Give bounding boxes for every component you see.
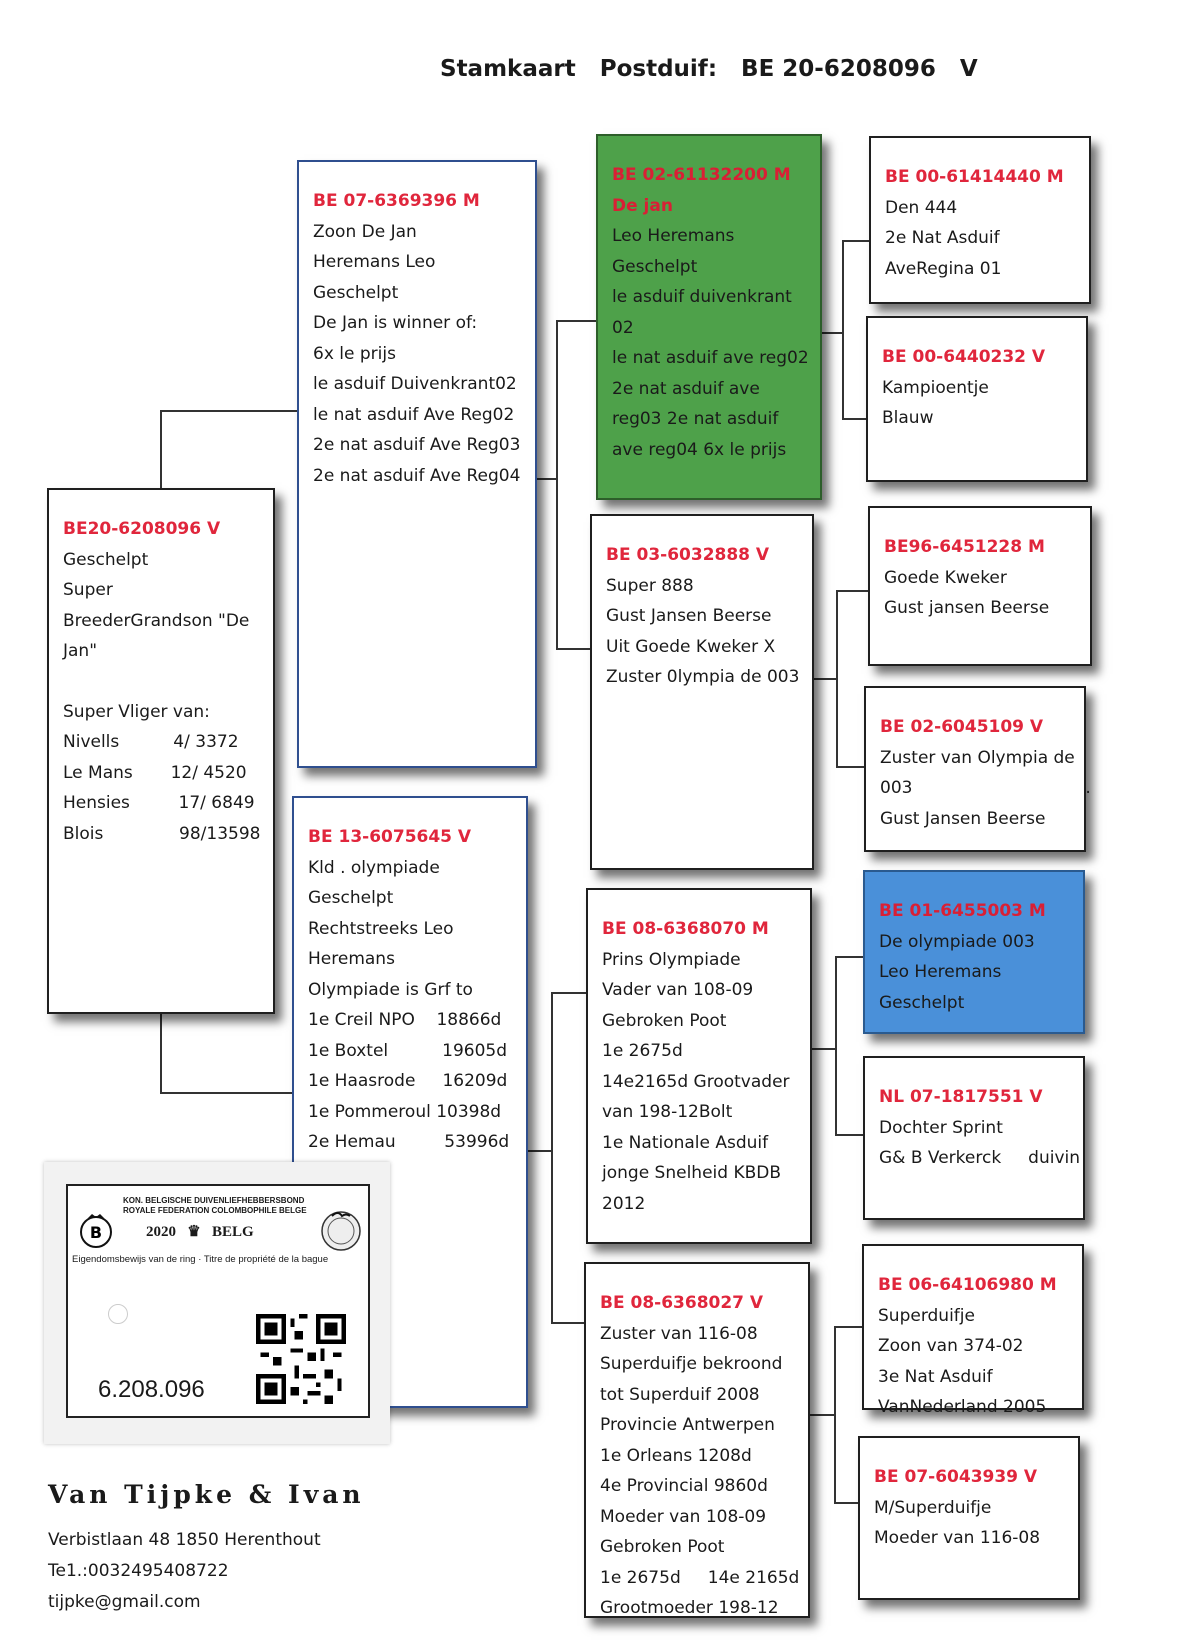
- pedigree-line: Kampioentje: [882, 377, 989, 398]
- pedigree-box-mfm: [863, 1056, 1085, 1220]
- pedigree-line: Superduifje bekroond: [600, 1354, 783, 1374]
- page-title: Stamkaart Postduif: BE 20-6208096 V: [440, 56, 978, 82]
- pedigree-line: Uit Goede Kweker X: [606, 636, 776, 657]
- pedigree-line: De Jan is winner of:: [313, 313, 478, 333]
- pigeon-seal-icon: [318, 1206, 364, 1252]
- connector-line: [842, 418, 869, 420]
- pedigree-line: Jan": [63, 641, 98, 661]
- pedigree-line: 1e 2675d: [602, 1041, 683, 1061]
- owner-email: tijpke@gmail.com: [48, 1592, 201, 1612]
- pedigree-line: Zoon De Jan: [313, 221, 417, 242]
- pedigree-line: Provincie Antwerpen: [600, 1415, 775, 1435]
- pedigree-box-fmf: [868, 506, 1092, 666]
- ring-number: BE96-6451228 M: [884, 537, 1045, 557]
- pedigree-line: 2e nat asduif Ave Reg04: [313, 465, 521, 486]
- connector-line: [835, 1134, 863, 1136]
- connector-line: [834, 1326, 862, 1328]
- pedigree-line: van 198-12Bolt: [602, 1102, 733, 1122]
- pedigree-line: Super Vliger van:: [63, 701, 210, 722]
- pedigree-line: 003 .: [880, 778, 1091, 798]
- pedigree-line: jonge Snelheid KBDB: [602, 1163, 782, 1183]
- pedigree-line: 1e Orleans 1208d: [600, 1445, 752, 1466]
- ring-number: BE 07-6043939 V: [874, 1467, 1038, 1487]
- connector-line: [835, 956, 863, 958]
- pedigree-line: Den 444: [885, 197, 958, 218]
- pedigree-line: 4e Provincial 9860d: [600, 1476, 768, 1496]
- pedigree-line: Blois 98/13598: [63, 823, 261, 844]
- ring-number: BE 02-61132200 M: [612, 165, 791, 185]
- federation-logo-icon: [78, 1212, 114, 1248]
- pedigree-line: G& B Verkerck duivin: [879, 1148, 1081, 1168]
- pedigree-line: Le Mans 12/ 4520: [63, 762, 247, 783]
- pedigree-line: Gust Jansen Beerse: [880, 808, 1046, 829]
- pedigree-line: Zuster 0lympia de 003: [606, 667, 800, 687]
- pedigree-line: Geschelpt: [612, 256, 698, 277]
- ring-number: BE 13-6075645 V: [308, 827, 472, 847]
- pedigree-line: Heremans Leo: [313, 252, 436, 272]
- pedigree-line: AveRegina 01: [885, 258, 1002, 279]
- pedigree-box-subject: [47, 488, 275, 1014]
- ring-country: BELG: [211, 1224, 254, 1240]
- pedigree-line: VanNederland 2005: [878, 1397, 1047, 1417]
- pedigree-line: Hensies 17/ 6849: [63, 793, 255, 813]
- connector-line: [556, 320, 596, 322]
- pedigree-line: Grootmoeder 198-12: [600, 1598, 779, 1618]
- ring-number: BE20-6208096 V: [63, 519, 221, 539]
- pedigree-line: Gebroken Poot: [602, 1010, 727, 1031]
- pedigree-line: Vader van 108-09: [602, 980, 754, 1000]
- ring-ownership-card: [44, 1162, 390, 1444]
- ring-card-frame: [66, 1184, 370, 1418]
- ring-number: BE 06-64106980 M: [878, 1275, 1057, 1295]
- pedigree-box-father: [297, 160, 537, 768]
- connector-line: [556, 320, 558, 648]
- connector-line: [160, 410, 162, 488]
- pedigree-line: Dochter Sprint: [879, 1117, 1003, 1138]
- pedigree-line: Leo Heremans: [879, 962, 1002, 982]
- ring-number: BE 08-6368027 V: [600, 1293, 764, 1313]
- ring-number: BE 00-61414440 M: [885, 167, 1064, 187]
- pedigree-line: le asduif Duivenkrant02: [313, 374, 517, 394]
- pedigree-line: Geschelpt: [308, 888, 394, 908]
- pedigree-line: Moeder van 108-09: [600, 1506, 767, 1527]
- pedigree-line: 14e2165d Grootvader: [602, 1071, 790, 1092]
- pedigree-line: Moeder van 116-08: [874, 1528, 1041, 1548]
- ring-number: BE 00-6440232 V: [882, 347, 1046, 367]
- pedigree-line: Kld . olympiade: [308, 857, 440, 878]
- connector-line: [551, 992, 553, 1322]
- pedigree-line: Geschelpt: [879, 992, 965, 1013]
- pedigree-line: Super: [63, 580, 113, 600]
- pedigree-line: Blauw: [882, 408, 934, 428]
- pedigree-box-grandsire-paternal: [596, 134, 822, 500]
- pedigree-box-granddam-maternal: [584, 1262, 810, 1618]
- pedigree-line: 02: [612, 317, 634, 338]
- pedigree-line: 1e Pommeroul 10398d: [308, 1101, 502, 1122]
- pedigree-line: De olympiade 003: [879, 931, 1035, 952]
- pedigree-line: Heremans: [308, 949, 395, 969]
- pedigree-line: reg03 2e nat asduif: [612, 409, 779, 429]
- federation-name-fr: ROYALE FEDERATION COLOMBOPHILE BELGE: [123, 1206, 307, 1215]
- pedigree-box-granddam-paternal: [590, 514, 814, 870]
- pedigree-line: 2e nat asduif ave: [612, 378, 760, 399]
- connector-line: [842, 240, 869, 242]
- pedigree-box-mmf: [862, 1244, 1084, 1417]
- ring-year-country: 2020 ♛ BELG: [146, 1224, 254, 1240]
- pedigree-line: Gebroken Poot: [600, 1537, 725, 1557]
- punch-hole: [108, 1304, 128, 1324]
- connector-line: [836, 590, 838, 766]
- pedigree-line: Superduifje: [878, 1305, 975, 1326]
- pedigree-box-fff: [869, 136, 1091, 304]
- qr-code-icon: [256, 1314, 346, 1404]
- ring-number: BE 03-6032888 V: [606, 545, 770, 565]
- pedigree-box-mff: [863, 870, 1085, 1034]
- ring-card-number: 6.208.096: [98, 1376, 205, 1403]
- ring-number: BE 08-6368070 M: [602, 919, 769, 939]
- svg-text:B: B: [89, 1223, 103, 1242]
- pedigree-line: Zuster van 116-08: [600, 1323, 758, 1344]
- pedigree-line: 2e Hemau 53996d: [308, 1132, 510, 1152]
- owner-name: Van Tijpke & Ivan: [48, 1480, 365, 1509]
- ownership-text: Eigendomsbewijs van de ring · Titre de propriété de la bague: [72, 1254, 329, 1265]
- ring-number: BE 01-6455003 M: [879, 901, 1046, 921]
- connector-line: [551, 992, 587, 994]
- pedigree-box-grandsire-maternal: [586, 888, 812, 1244]
- pedigree-line: le asduif duivenkrant: [612, 287, 792, 307]
- connector-line: [842, 240, 844, 418]
- pedigree-line: Zoon van 374-02: [878, 1336, 1024, 1356]
- pedigree-line: 1e 2675d 14e 2165d: [600, 1567, 800, 1588]
- pedigree-line: Super 888: [606, 575, 694, 596]
- pedigree-line: Geschelpt: [313, 282, 399, 303]
- pedigree-line: Gust Jansen Beerse: [606, 606, 772, 626]
- connector-line: [834, 1326, 836, 1502]
- connector-line: [160, 1092, 295, 1094]
- pedigree-line: Olympiade is Grf to: [308, 979, 473, 1000]
- ring-number: BE 07-6369396 M: [313, 191, 480, 211]
- pedigree-line: 2e nat asduif Ave Reg03: [313, 435, 521, 455]
- connector-line: [160, 1014, 162, 1092]
- pedigree-line: ave reg04 6x le prijs: [612, 439, 787, 460]
- pedigree-line: M/Superduifje: [874, 1497, 992, 1518]
- pedigree-line: tot Superduif 2008: [600, 1384, 760, 1405]
- pedigree-line: 1e Haasrode 16209d: [308, 1071, 508, 1091]
- connector-line: [836, 766, 864, 768]
- connector-line: [836, 590, 868, 592]
- pedigree-line: 1e Creil NPO 18866d: [308, 1010, 502, 1030]
- pedigree-line: Goede Kweker: [884, 567, 1007, 588]
- pedigree-line: 3e Nat Asduif: [878, 1366, 993, 1387]
- connector-line: [160, 410, 297, 412]
- ring-number: NL 07-1817551 V: [879, 1087, 1043, 1107]
- pedigree-line: Nivells 4/ 3372: [63, 732, 239, 752]
- pedigree-box-mmm: [858, 1436, 1080, 1600]
- pedigree-line: BreederGrandson "De: [63, 610, 250, 631]
- pigeon-name: De jan: [612, 195, 673, 216]
- pedigree-line: Geschelpt: [63, 549, 149, 570]
- pedigree-line: Zuster van Olympia de: [880, 747, 1075, 768]
- pedigree-box-fmm: [864, 686, 1091, 852]
- connector-line: [835, 956, 837, 1134]
- pedigree-line: Leo Heremans: [612, 226, 735, 246]
- pedigree-box-ffm: [866, 316, 1088, 482]
- pedigree-line: 1e Nationale Asduif: [602, 1132, 769, 1153]
- ring-year: 2020: [146, 1224, 176, 1240]
- owner-address: Verbistlaan 48 1850 Herenthout: [48, 1530, 321, 1550]
- pedigree-line: Gust jansen Beerse: [884, 598, 1050, 618]
- pedigree-line: Rechtstreeks Leo: [308, 918, 454, 939]
- pedigree-line: 6x le prijs: [313, 343, 396, 364]
- connector-line: [551, 1322, 587, 1324]
- pedigree-line: 2e Nat Asduif: [885, 228, 1000, 248]
- pedigree-line: [63, 667, 261, 697]
- owner-phone: Te1.:0032495408722: [48, 1561, 229, 1581]
- pedigree-line: le nat asduif Ave Reg02: [313, 404, 515, 425]
- pedigree-line: 1e Boxtel 19605d: [308, 1040, 508, 1061]
- pedigree-line: 2012: [602, 1193, 646, 1214]
- connector-line: [806, 1414, 836, 1416]
- pedigree-line: Prins Olympiade: [602, 949, 741, 970]
- federation-name: [123, 1196, 307, 1216]
- ring-number: BE 02-6045109 V: [880, 717, 1044, 737]
- federation-name-nl: KON. BELGISCHE DUIVENLIEFHEBBERSBOND: [123, 1196, 305, 1205]
- pedigree-line: le nat asduif ave reg02: [612, 348, 809, 368]
